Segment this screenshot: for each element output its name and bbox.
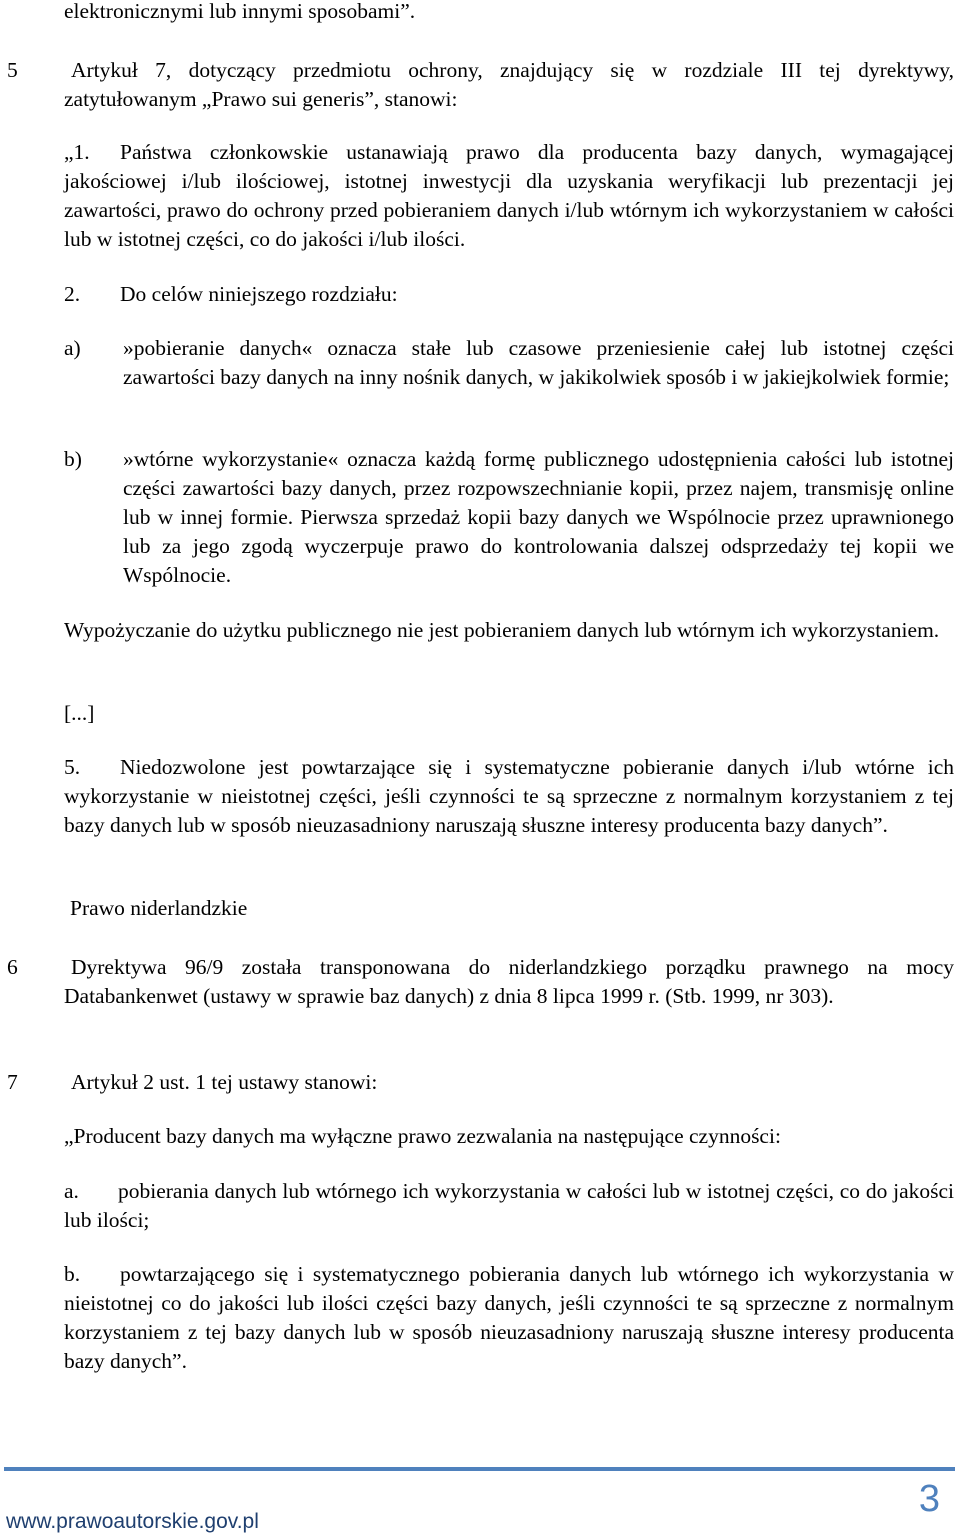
paragraph-number-5: 5 — [7, 58, 18, 82]
item-b-label: b) — [64, 447, 82, 471]
quote-point-5 — [64, 753, 954, 840]
quote-point-2 — [64, 280, 954, 309]
dutch-item-a — [64, 1177, 954, 1235]
page-number: 3 — [918, 1478, 940, 1520]
item-a-text: »pobieranie danych« oznacza stałe lub czasowe przeniesienie całej lub istotnej części zawartości bazy danych na inny nośnik danych, w jakikolwiek sposób i w jakiejkolwiek formie; — [123, 336, 954, 389]
paragraph-number-7: 7 — [7, 1070, 18, 1094]
dutch-item-b — [64, 1260, 954, 1376]
paragraph-5-text: Artykuł 7, dotyczący przedmiotu ochrony, znajdujący się w rozdziale III tej dyrektywy, zatytułowanym „Prawo sui generis”, stanowi: — [64, 58, 954, 111]
dutch-item-a-marker: a. — [64, 1179, 79, 1203]
quote-point-1-text: Państwa członkowskie ustanawiają prawo dla producenta bazy danych, wymagającej jakościowej i/lub ilościowej, istotnej inwestycji dla uzyskania weryfikacji lub prezentacji jej zawartości, prawo do ochrony przed pobieraniem danych i/lub wtórnym ich wykorzystaniem w całości lub w istotnej części, co do jakości i/lub ilości. — [64, 140, 954, 251]
quote-point-5-marker: 5. — [64, 755, 81, 779]
quote-point-1-marker: „1. — [64, 140, 90, 164]
lending-paragraph: Wypożyczanie do użytku publicznego nie jest pobieraniem danych lub wtórnym ich wykorzystaniem. — [64, 618, 940, 642]
paragraph-6-text: Dyrektywa 96/9 została transponowana do niderlandzkiego porządku prawnego na mocy Databankenwet (ustawy w sprawie baz danych) z dnia 8 lipca 1999 r. (Stb. 1999, nr 303). — [64, 955, 954, 1008]
paragraph-5 — [64, 56, 954, 114]
quote-point-1 — [64, 138, 954, 254]
footer-website-link[interactable]: www.prawoautorskie.gov.pl — [6, 1510, 259, 1533]
dutch-quote-intro: „Producent bazy danych ma wyłączne prawo zezwalania na następujące czynności: — [64, 1124, 781, 1148]
section-heading: Prawo niderlandzkie — [70, 896, 248, 920]
dutch-item-b-text: powtarzającego się i systematycznego pobierania danych lub wtórnego ich wykorzystania w nieistotnej co do jakości lub ilości części bazy danych, jeśli czynności te są sprzeczne z normalnym korzystaniem z tej bazy danych lub w sposób nieuzasadniony naruszają słuszne interesy producenta bazy danych”. — [64, 1262, 954, 1373]
dutch-item-a-text: pobierania danych lub wtórnego ich wykorzystania w całości lub w istotnej części, co do jakości lub ilości; — [64, 1179, 954, 1232]
dutch-item-b-marker: b. — [64, 1262, 81, 1286]
footer-divider — [4, 1467, 955, 1471]
paragraph-6 — [64, 953, 954, 1011]
item-a-label: a) — [64, 336, 81, 360]
quote-point-2-text: Do celów niniejszego rozdziału: — [120, 282, 398, 306]
paragraph-7-text: Artykuł 2 ust. 1 tej ustawy stanowi: — [71, 1070, 378, 1094]
top-line: elektronicznymi lub innymi sposobami”. — [64, 0, 416, 23]
item-b-text: »wtórne wykorzystanie« oznacza każdą formę publicznego udostępnienia całości lub istotnej części zawartości bazy danych, przez rozpowszechnianie kopii, przez najem, transmisję online lub w innej formie. Pierwsza sprzedaż kopii bazy danych we Wspólnocie przez uprawnionego lub za jego zgodą wyczerpuje prawo do kontrolowania dalszej odsprzedaży tej kopii we Wspólnocie. — [123, 447, 954, 587]
paragraph-number-6: 6 — [7, 955, 18, 979]
ellipsis: [...] — [64, 701, 95, 725]
quote-point-2-marker: 2. — [64, 282, 81, 306]
quote-point-5-text: Niedozwolone jest powtarzające się i systematyczne pobieranie danych i/lub wtórne ich wykorzystanie w nieistotnej części, jeśli czynności te są sprzeczne z normalnym korzystaniem z tej bazy danych lub w sposób nieuzasadniony naruszają słuszne interesy producenta bazy danych”. — [64, 755, 954, 837]
paragraph-7 — [64, 1068, 954, 1097]
